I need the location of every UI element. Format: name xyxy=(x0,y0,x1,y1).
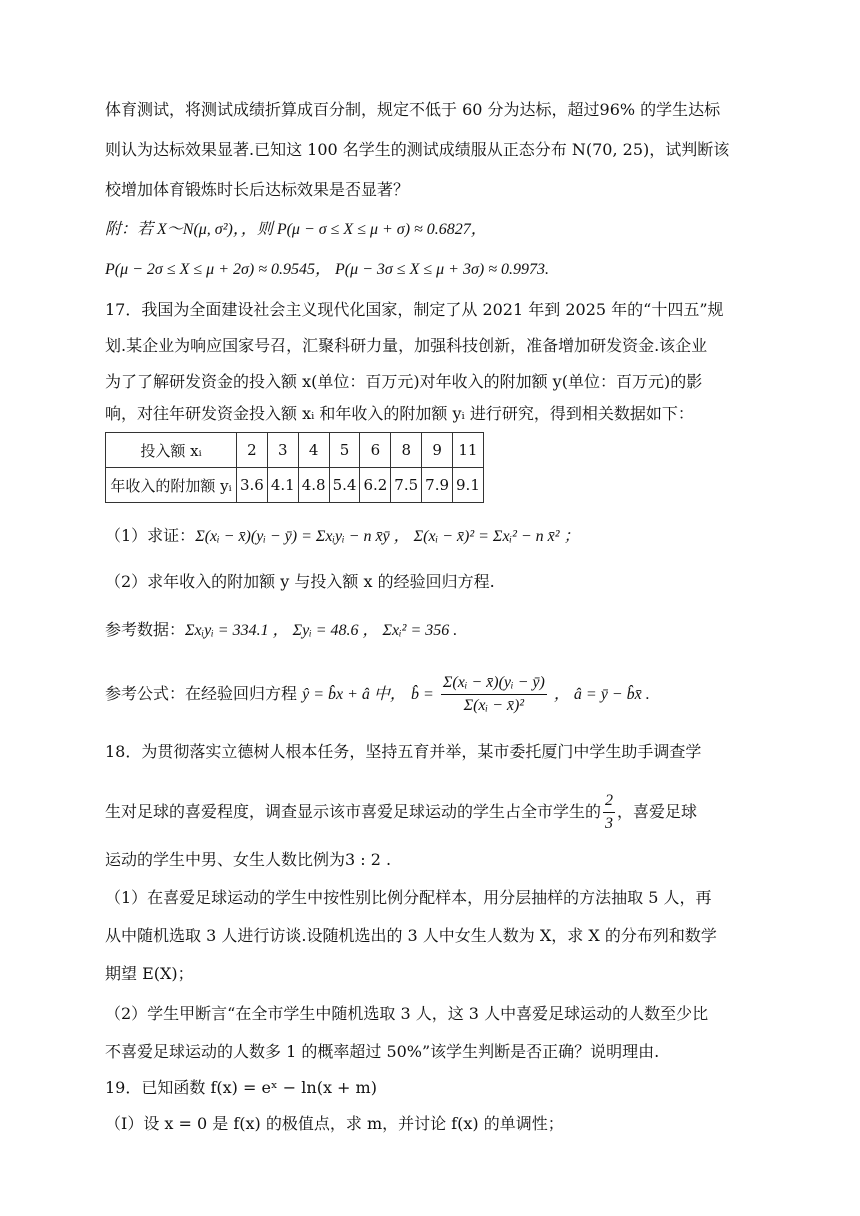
q16-appendix-line-2: P(μ − 2σ ≤ X ≤ μ + 2σ) ≈ 0.9545， P(μ − 3σ ≤ X ≤ μ + 3σ) ≈ 0.9973. xyxy=(105,261,549,278)
table-row-revenue xyxy=(106,468,484,503)
q18-line-2a: 生对足球的喜爱程度，调查显示该市喜爱足球运动的学生占全市学生的 xyxy=(105,802,602,821)
q18-part-2-line-1: （2）学生甲断言“在全市学生中随机选取 3 人，这 3 人中喜爱足球运动的人数至少比 xyxy=(105,1004,709,1023)
table-row-investment xyxy=(106,433,484,468)
table-header-investment: 投入额 xᵢ xyxy=(106,433,237,468)
regression-equation: ŷ = b̂x + â 中， xyxy=(302,686,406,703)
table-cell: 7.9 xyxy=(422,468,453,503)
q17-part-1-label: （1）求证： xyxy=(105,526,196,545)
slope-symbol: b̂ = xyxy=(411,686,434,703)
table-cell: 8 xyxy=(391,433,422,468)
reference-data-values: Σxᵢyᵢ = 334.1 ， Σyᵢ = 48.6 ， Σxᵢ² = 356 . xyxy=(185,622,458,639)
q18-line-2b: ，喜爱足球 xyxy=(617,802,698,821)
q17-line-4: 响，对往年研发资金投入额 xᵢ 和年收入的附加额 yᵢ 进行研究，得到相关数据如下： xyxy=(105,404,694,423)
fraction-denominator: 3 xyxy=(605,815,614,832)
q17-reference-formula xyxy=(105,672,650,717)
q16-appendix-line-1: 附：若 X～N(μ, σ²)，，则 P(μ − σ ≤ X ≤ μ + σ) ≈ 0.6827， xyxy=(105,221,487,238)
table-cell: 3.6 xyxy=(237,468,268,503)
table-cell: 2 xyxy=(237,433,268,468)
reference-formula-label: 参考公式：在经验回归方程 xyxy=(105,684,298,703)
q18-part-1-line-3: 期望 E(X)； xyxy=(105,964,194,983)
q17-line-3: 为了了解研发资金的投入额 x(单位：百万元)对年收入的附加额 y(单位：百万元)的影 xyxy=(105,372,703,391)
q19-line-1: 19．已知函数 f(x) = eˣ − ln(x + m) xyxy=(105,1078,377,1097)
q17-data-table xyxy=(105,432,484,503)
table-cell: 5 xyxy=(329,433,360,468)
q16-line-1: 体育测试，将测试成绩折算成百分制，规定不低于 60 分为达标，超过96% 的学生达标 xyxy=(105,100,721,119)
q18-line-2 xyxy=(105,790,697,835)
table-cell: 6 xyxy=(360,433,391,468)
table-cell: 4.8 xyxy=(298,468,329,503)
q16-line-2: 则认为达标效果显著.已知这 100 名学生的测试成绩服从正态分布 N(70, 25)，试判断该 xyxy=(105,140,730,159)
table-cell: 4 xyxy=(298,433,329,468)
q18-line-3: 运动的学生中男、女生人数比例为3 : 2 . xyxy=(105,850,392,869)
table-cell: 9 xyxy=(422,433,453,468)
q19-part-1: （I）设 x = 0 是 f(x) 的极值点，求 m，并讨论 f(x) 的单调性； xyxy=(105,1114,564,1133)
slope-fraction xyxy=(441,672,547,717)
table-cell: 9.1 xyxy=(453,468,484,503)
table-cell: 11 xyxy=(453,433,484,468)
intercept-formula: ， â = ȳ − b̂x̄ . xyxy=(553,686,650,703)
q17-part-1 xyxy=(105,524,580,549)
table-cell: 5.4 xyxy=(329,468,360,503)
two-thirds-fraction xyxy=(603,790,615,835)
slope-denominator: Σ(xᵢ − x̄)² xyxy=(463,697,525,714)
q17-part-2: （2）求年收入的附加额 y 与投入额 x 的经验回归方程. xyxy=(105,572,495,591)
q16-line-3: 校增加体育锻炼时长后达标效果是否显著？ xyxy=(105,180,410,199)
q18-part-1-line-2: 从中随机选取 3 人进行访谈.设随机选出的 3 人中女生人数为 X，求 X 的分布列和数学 xyxy=(105,926,717,945)
fraction-numerator: 2 xyxy=(603,790,615,813)
q17-part-1-formula: Σ(xᵢ − x̄)(yᵢ − ȳ) = Σxᵢyᵢ − n x̄ȳ ， Σ(xᵢ − x̄)² = Σxᵢ² − n x̄² ； xyxy=(195,528,580,545)
q18-line-1: 18．为贯彻落实立德树人根本任务，坚持五育并举，某市委托厦门中学生助手调查学 xyxy=(105,742,702,761)
q17-reference-data xyxy=(105,618,457,643)
table-header-revenue: 年收入的附加额 yᵢ xyxy=(106,468,237,503)
q18-part-1-line-1: （1）在喜爱足球运动的学生中按性别比例分配样本，用分层抽样的方法抽取 5 人，再 xyxy=(105,888,712,907)
table-cell: 4.1 xyxy=(267,468,298,503)
q17-line-2: 划.某企业为响应国家号召，汇聚科研力量，加强科技创新，准备增加研发资金.该企业 xyxy=(105,336,708,355)
table-cell: 6.2 xyxy=(360,468,391,503)
table-cell: 3 xyxy=(267,433,298,468)
slope-numerator: Σ(xᵢ − x̄)(yᵢ − ȳ) xyxy=(441,672,547,695)
q18-part-2-line-2: 不喜爱足球运动的人数多 1 的概率超过 50%”该学生判断是否正确？说明理由. xyxy=(105,1042,660,1061)
table-cell: 7.5 xyxy=(391,468,422,503)
q17-line-1: 17．我国为全面建设社会主义现代化国家，制定了从 2021 年到 2025 年的“十四五”规 xyxy=(105,300,724,319)
reference-data-label: 参考数据： xyxy=(105,620,186,639)
